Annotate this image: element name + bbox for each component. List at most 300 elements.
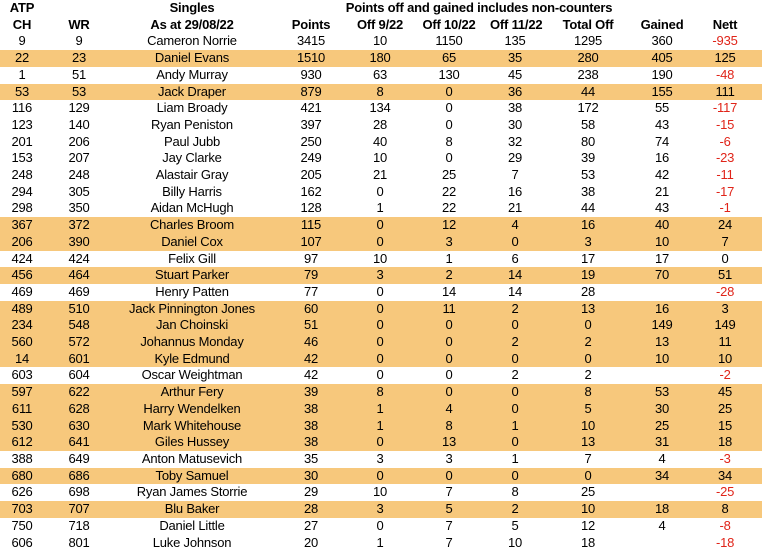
off-10-22-cell: 0 bbox=[408, 334, 490, 351]
off-9-22-cell: 10 bbox=[372, 150, 388, 166]
points-cell: 79 bbox=[270, 267, 352, 284]
player-row bbox=[0, 418, 762, 435]
group-header-row bbox=[0, 0, 762, 17]
nett-cell: -23 bbox=[715, 150, 735, 166]
off-11-22-cell: 45 bbox=[507, 66, 523, 82]
wr-cell: 390 bbox=[44, 234, 114, 251]
player-row bbox=[0, 535, 762, 551]
player-name-cell: Harry Wendelken bbox=[114, 401, 270, 418]
points-cell: 39 bbox=[270, 384, 352, 401]
player-name-cell: Daniel Evans bbox=[114, 50, 270, 67]
player-name-cell: Daniel Cox bbox=[114, 234, 270, 251]
off-10-22-cell: 8 bbox=[445, 133, 453, 149]
player-name-cell: Oscar Weightman bbox=[141, 367, 243, 383]
off-11-22-cell: 1 bbox=[490, 418, 540, 435]
off-11-22-cell: 14 bbox=[490, 267, 540, 284]
points-cell: 42 bbox=[303, 367, 319, 383]
points-cell: 397 bbox=[300, 116, 322, 132]
ch-cell: 611 bbox=[0, 401, 44, 418]
total-off-cell: 5 bbox=[540, 401, 636, 418]
player-name-cell: Liam Broady bbox=[156, 100, 228, 116]
off-9-22-cell: 0 bbox=[352, 468, 408, 485]
total-off-cell: 10 bbox=[540, 418, 636, 435]
total-off-cell: 17 bbox=[580, 250, 596, 266]
total-off-cell: 280 bbox=[540, 50, 636, 67]
off-10-22-cell: 0 bbox=[445, 100, 453, 116]
total-off-cell: 58 bbox=[580, 116, 596, 132]
total-off-cell: 2 bbox=[584, 367, 592, 383]
player-row bbox=[0, 134, 762, 151]
off-9-22-cell: 3 bbox=[352, 267, 408, 284]
off-9-22-cell: 1 bbox=[376, 200, 384, 216]
wr-cell: 698 bbox=[68, 484, 90, 500]
total-off-cell: 28 bbox=[580, 283, 596, 299]
player-row bbox=[0, 468, 762, 485]
player-row bbox=[0, 33, 762, 50]
nett-cell: -6 bbox=[719, 133, 731, 149]
off-10-22-cell: 12 bbox=[408, 217, 490, 234]
nett-cell: -48 bbox=[715, 66, 735, 82]
player-row bbox=[0, 184, 762, 201]
wr-cell: 572 bbox=[44, 334, 114, 351]
off-10-22-cell: 3 bbox=[408, 234, 490, 251]
player-name-cell: Stuart Parker bbox=[114, 267, 270, 284]
off-11-22-cell: 30 bbox=[507, 116, 523, 132]
ch-cell: 153 bbox=[11, 150, 33, 166]
off-9-22-cell: 180 bbox=[352, 50, 408, 67]
off-11-22-cell: 2 bbox=[511, 367, 519, 383]
gained-cell: 74 bbox=[654, 133, 670, 149]
off-9-22-cell: 8 bbox=[352, 384, 408, 401]
off-9-22-cell: 0 bbox=[352, 334, 408, 351]
nett-cell: -17 bbox=[715, 183, 735, 199]
off-11-22-cell: 2 bbox=[490, 501, 540, 518]
ch-cell: 9 bbox=[18, 33, 26, 49]
ch-cell: 469 bbox=[11, 283, 33, 299]
off-10-22-cell: 11 bbox=[408, 301, 490, 318]
off-11-22-cell: 0 bbox=[490, 234, 540, 251]
ch-cell: 456 bbox=[0, 267, 44, 284]
col-header-off-9-22: Off 9/22 bbox=[356, 16, 404, 32]
off-9-22-cell: 21 bbox=[372, 167, 388, 183]
player-name-cell: Jack Draper bbox=[114, 84, 270, 101]
player-row bbox=[0, 301, 762, 318]
player-name-cell: Kyle Edmund bbox=[114, 351, 270, 368]
nett-cell: -1 bbox=[719, 200, 731, 216]
ch-cell: 123 bbox=[11, 116, 33, 132]
off-11-22-cell: 36 bbox=[490, 84, 540, 101]
wr-cell: 53 bbox=[44, 84, 114, 101]
off-10-22-cell: 0 bbox=[408, 84, 490, 101]
off-9-22-cell: 0 bbox=[352, 434, 408, 451]
nett-cell: 51 bbox=[688, 267, 762, 284]
points-cell: 35 bbox=[303, 450, 319, 466]
points-cell: 107 bbox=[270, 234, 352, 251]
player-row bbox=[0, 334, 762, 351]
player-name-cell: Blu Baker bbox=[114, 501, 270, 518]
col-header-wr: WR bbox=[68, 16, 90, 32]
player-name-cell: Jack Pinnington Jones bbox=[114, 301, 270, 318]
total-off-cell: 0 bbox=[540, 351, 636, 368]
gained-cell: 42 bbox=[654, 167, 670, 183]
off-10-22-cell: 1 bbox=[445, 250, 453, 266]
off-11-22-cell: 21 bbox=[507, 200, 523, 216]
gained-cell: 13 bbox=[636, 334, 688, 351]
player-name-cell: Mark Whitehouse bbox=[114, 418, 270, 435]
ch-cell: 294 bbox=[11, 183, 33, 199]
singles-label: Singles bbox=[169, 0, 215, 15]
wr-cell: 649 bbox=[68, 450, 90, 466]
nett-cell: 18 bbox=[688, 434, 762, 451]
total-off-cell: 44 bbox=[580, 200, 596, 216]
total-off-cell: 39 bbox=[580, 150, 596, 166]
off-10-22-cell: 7 bbox=[445, 534, 453, 550]
off-10-22-cell: 0 bbox=[408, 317, 490, 334]
wr-cell: 548 bbox=[44, 317, 114, 334]
off-9-22-cell: 1 bbox=[376, 534, 384, 550]
ch-cell: 1 bbox=[18, 66, 26, 82]
ch-cell: 116 bbox=[11, 100, 33, 116]
ch-cell: 424 bbox=[11, 250, 33, 266]
nett-cell: 0 bbox=[721, 250, 729, 266]
off-10-22-cell: 13 bbox=[408, 434, 490, 451]
player-row bbox=[0, 351, 762, 368]
off-9-22-cell: 8 bbox=[352, 84, 408, 101]
gained-cell: 53 bbox=[636, 384, 688, 401]
nett-cell: 149 bbox=[688, 317, 762, 334]
player-name-cell: Charles Broom bbox=[114, 217, 270, 234]
player-name-cell: Cameron Norrie bbox=[147, 33, 237, 49]
player-name-cell: Johannus Monday bbox=[114, 334, 270, 351]
player-row bbox=[0, 501, 762, 518]
gained-cell: 17 bbox=[654, 250, 670, 266]
nett-cell: -2 bbox=[719, 367, 731, 383]
off-10-22-cell: 1150 bbox=[435, 33, 463, 49]
off-11-22-cell: 32 bbox=[507, 133, 523, 149]
col-header-off-11-22: Off 11/22 bbox=[490, 16, 543, 32]
nett-cell: 15 bbox=[688, 418, 762, 435]
off-10-22-cell: 0 bbox=[408, 384, 490, 401]
player-row bbox=[0, 518, 762, 535]
empty-cell bbox=[688, 0, 762, 17]
col-header-ch: CH bbox=[12, 16, 32, 32]
off-11-22-cell: 0 bbox=[490, 401, 540, 418]
total-off-cell: 16 bbox=[540, 217, 636, 234]
wr-cell: 207 bbox=[68, 150, 90, 166]
empty-cell bbox=[44, 0, 114, 17]
player-row bbox=[0, 484, 762, 501]
ch-cell: 22 bbox=[0, 50, 44, 67]
nett-cell: 3 bbox=[688, 301, 762, 318]
gained-cell: 21 bbox=[654, 183, 670, 199]
player-name-cell: Jay Clarke bbox=[162, 150, 222, 166]
player-name-cell: Arthur Fery bbox=[114, 384, 270, 401]
player-row bbox=[0, 451, 762, 468]
player-name-cell: Ryan James Storrie bbox=[136, 484, 248, 500]
nett-cell: -3 bbox=[719, 450, 731, 466]
gained-cell: 43 bbox=[654, 116, 670, 132]
nett-cell: 45 bbox=[688, 384, 762, 401]
total-off-cell: 25 bbox=[580, 484, 596, 500]
gained-cell: 360 bbox=[651, 33, 673, 49]
points-cell: 250 bbox=[300, 133, 322, 149]
wr-cell: 641 bbox=[44, 434, 114, 451]
ch-cell: 626 bbox=[11, 484, 33, 500]
ch-cell: 388 bbox=[11, 450, 33, 466]
gained-cell: 43 bbox=[654, 200, 670, 216]
total-off-cell: 172 bbox=[577, 100, 599, 116]
player-row bbox=[0, 317, 762, 334]
ch-cell: 530 bbox=[0, 418, 44, 435]
off-11-22-cell: 35 bbox=[490, 50, 540, 67]
points-cell: 128 bbox=[300, 200, 322, 216]
player-row bbox=[0, 217, 762, 234]
off-11-22-cell: 7 bbox=[511, 167, 519, 183]
ch-cell: 367 bbox=[0, 217, 44, 234]
nett-cell: -935 bbox=[712, 33, 738, 49]
wr-cell: 630 bbox=[44, 418, 114, 435]
off-11-22-cell: 14 bbox=[507, 283, 523, 299]
off-9-22-cell: 0 bbox=[376, 517, 384, 533]
off-10-22-cell: 5 bbox=[408, 501, 490, 518]
points-cell: 38 bbox=[270, 434, 352, 451]
off-11-22-cell: 0 bbox=[490, 317, 540, 334]
gained-cell: 16 bbox=[636, 301, 688, 318]
total-off-cell: 7 bbox=[584, 450, 592, 466]
off-10-22-cell: 0 bbox=[408, 468, 490, 485]
wr-cell: 601 bbox=[44, 351, 114, 368]
player-row bbox=[0, 384, 762, 401]
off-11-22-cell: 29 bbox=[507, 150, 523, 166]
player-row bbox=[0, 84, 762, 101]
points-cell: 3415 bbox=[296, 33, 326, 49]
points-cell: 421 bbox=[300, 100, 322, 116]
player-name-cell: Felix Gill bbox=[168, 250, 216, 266]
player-name-cell: Andy Murray bbox=[156, 66, 228, 82]
player-row bbox=[0, 150, 762, 167]
ch-cell: 680 bbox=[0, 468, 44, 485]
off-9-22-cell: 0 bbox=[352, 217, 408, 234]
total-off-cell: 238 bbox=[577, 66, 599, 82]
wr-cell: 305 bbox=[68, 183, 90, 199]
off-10-22-cell: 7 bbox=[445, 484, 453, 500]
wr-cell: 248 bbox=[68, 167, 90, 183]
off-9-22-cell: 0 bbox=[376, 367, 384, 383]
total-off-cell: 3 bbox=[540, 234, 636, 251]
off-11-22-cell: 10 bbox=[507, 534, 523, 550]
gained-cell: 405 bbox=[636, 50, 688, 67]
player-name-cell: Aidan McHugh bbox=[150, 200, 234, 216]
col-header-gained: Gained bbox=[640, 16, 684, 32]
wr-cell: 801 bbox=[68, 534, 90, 550]
ch-cell: 298 bbox=[11, 200, 33, 216]
off-11-22-cell: 4 bbox=[490, 217, 540, 234]
off-10-22-cell: 7 bbox=[445, 517, 453, 533]
off-11-22-cell: 0 bbox=[490, 351, 540, 368]
wr-cell: 718 bbox=[68, 517, 90, 533]
off-10-22-cell: 0 bbox=[445, 367, 453, 383]
nett-cell: 25 bbox=[688, 401, 762, 418]
wr-cell: 424 bbox=[68, 250, 90, 266]
off-10-22-cell: 2 bbox=[408, 267, 490, 284]
gained-cell: 10 bbox=[636, 234, 688, 251]
col-header-nett: Nett bbox=[712, 16, 738, 32]
off-11-22-cell: 0 bbox=[490, 434, 540, 451]
points-cell: 30 bbox=[270, 468, 352, 485]
points-cell: 930 bbox=[300, 66, 322, 82]
player-row bbox=[0, 117, 762, 134]
points-cell: 879 bbox=[270, 84, 352, 101]
gained-cell: 40 bbox=[636, 217, 688, 234]
wr-cell: 622 bbox=[44, 384, 114, 401]
wr-cell: 464 bbox=[44, 267, 114, 284]
off-10-22-cell: 8 bbox=[408, 418, 490, 435]
gained-cell: 155 bbox=[636, 84, 688, 101]
wr-cell: 51 bbox=[71, 66, 87, 82]
nett-cell: 125 bbox=[688, 50, 762, 67]
off-9-22-cell: 63 bbox=[372, 66, 388, 82]
wr-cell: 469 bbox=[68, 283, 90, 299]
nett-cell: 8 bbox=[688, 501, 762, 518]
off-10-22-cell: 0 bbox=[445, 150, 453, 166]
ch-cell: 603 bbox=[11, 367, 33, 383]
total-off-cell: 12 bbox=[580, 517, 596, 533]
player-name-cell: Giles Hussey bbox=[114, 434, 270, 451]
ch-cell: 248 bbox=[11, 167, 33, 183]
off-10-22-cell: 22 bbox=[441, 200, 457, 216]
points-cell: 27 bbox=[303, 517, 319, 533]
player-row bbox=[0, 367, 762, 384]
ch-cell: 750 bbox=[11, 517, 33, 533]
off-11-22-cell: 5 bbox=[511, 517, 519, 533]
nett-cell: 10 bbox=[688, 351, 762, 368]
off-10-22-cell: 4 bbox=[408, 401, 490, 418]
off-11-22-cell: 0 bbox=[490, 468, 540, 485]
non-counters-note: Points off and gained includes non-counters bbox=[345, 0, 613, 15]
points-cell: 46 bbox=[270, 334, 352, 351]
points-cell: 97 bbox=[303, 250, 319, 266]
wr-cell: 9 bbox=[75, 33, 83, 49]
points-cell: 38 bbox=[270, 418, 352, 435]
total-off-cell: 8 bbox=[540, 384, 636, 401]
gained-cell: 30 bbox=[636, 401, 688, 418]
points-cell: 51 bbox=[270, 317, 352, 334]
player-row bbox=[0, 200, 762, 217]
off-10-22-cell: 0 bbox=[445, 116, 453, 132]
gained-cell: 70 bbox=[636, 267, 688, 284]
gained-cell bbox=[636, 484, 688, 501]
gained-cell: 10 bbox=[636, 351, 688, 368]
ch-cell: 560 bbox=[0, 334, 44, 351]
player-name-cell: Billy Harris bbox=[162, 183, 222, 199]
points-cell: 29 bbox=[303, 484, 319, 500]
wr-cell: 372 bbox=[44, 217, 114, 234]
gained-cell: 190 bbox=[651, 66, 673, 82]
player-row bbox=[0, 67, 762, 84]
player-row bbox=[0, 50, 762, 67]
ch-cell: 53 bbox=[0, 84, 44, 101]
wr-cell: 707 bbox=[44, 501, 114, 518]
off-9-22-cell: 3 bbox=[352, 501, 408, 518]
wr-cell: 140 bbox=[68, 116, 90, 132]
player-row bbox=[0, 284, 762, 301]
player-name-cell: Toby Samuel bbox=[114, 468, 270, 485]
off-11-22-cell: 16 bbox=[507, 183, 523, 199]
nett-cell: -8 bbox=[719, 517, 731, 533]
atp-label: ATP bbox=[9, 0, 35, 15]
off-11-22-cell: 0 bbox=[490, 384, 540, 401]
off-10-22-cell: 14 bbox=[441, 283, 457, 299]
off-9-22-cell: 3 bbox=[376, 450, 384, 466]
off-11-22-cell: 2 bbox=[490, 301, 540, 318]
player-name-cell: Paul Jubb bbox=[163, 133, 221, 149]
off-10-22-cell: 0 bbox=[408, 351, 490, 368]
wr-cell: 628 bbox=[44, 401, 114, 418]
col-header-as-at: As at 29/08/22 bbox=[150, 16, 234, 32]
off-9-22-cell: 0 bbox=[352, 317, 408, 334]
off-9-22-cell: 10 bbox=[372, 250, 388, 266]
points-cell: 20 bbox=[303, 534, 319, 550]
ch-cell: 201 bbox=[11, 133, 33, 149]
gained-cell: 34 bbox=[636, 468, 688, 485]
off-9-22-cell: 10 bbox=[372, 33, 388, 49]
player-name-cell: Ryan Peniston bbox=[151, 116, 233, 132]
points-cell: 249 bbox=[300, 150, 322, 166]
off-9-22-cell: 10 bbox=[372, 484, 388, 500]
nett-cell: -117 bbox=[712, 100, 738, 116]
player-name-cell: Alastair Gray bbox=[155, 167, 229, 183]
off-9-22-cell: 28 bbox=[372, 116, 388, 132]
gained-cell: 25 bbox=[636, 418, 688, 435]
ch-cell: 14 bbox=[0, 351, 44, 368]
gained-cell: 16 bbox=[654, 150, 670, 166]
wr-cell: 23 bbox=[44, 50, 114, 67]
wr-cell: 129 bbox=[68, 100, 90, 116]
total-off-cell: 18 bbox=[580, 534, 596, 550]
points-cell: 60 bbox=[270, 301, 352, 318]
points-cell: 205 bbox=[300, 167, 322, 183]
points-cell: 42 bbox=[270, 351, 352, 368]
off-9-22-cell: 40 bbox=[372, 133, 388, 149]
total-off-cell: 0 bbox=[540, 317, 636, 334]
player-row bbox=[0, 234, 762, 251]
off-9-22-cell: 0 bbox=[376, 283, 384, 299]
player-name-cell: Anton Matusevich bbox=[141, 450, 243, 466]
gained-cell bbox=[636, 535, 688, 551]
off-9-22-cell: 1 bbox=[352, 401, 408, 418]
total-off-cell: 13 bbox=[540, 301, 636, 318]
column-header-row bbox=[0, 17, 762, 34]
off-11-22-cell: 38 bbox=[507, 100, 523, 116]
player-name-cell: Luke Johnson bbox=[152, 534, 232, 550]
player-row bbox=[0, 100, 762, 117]
nett-cell: 11 bbox=[688, 334, 762, 351]
gained-cell: 18 bbox=[636, 501, 688, 518]
points-cell: 77 bbox=[303, 283, 319, 299]
nett-cell: 111 bbox=[688, 84, 762, 101]
ch-cell: 489 bbox=[0, 301, 44, 318]
total-off-cell: 80 bbox=[580, 133, 596, 149]
off-10-22-cell: 22 bbox=[441, 183, 457, 199]
off-9-22-cell: 1 bbox=[352, 418, 408, 435]
wr-cell: 510 bbox=[44, 301, 114, 318]
player-name-cell: Jan Choinski bbox=[114, 317, 270, 334]
nett-cell: -15 bbox=[715, 116, 735, 132]
col-header-off-10-22: Off 10/22 bbox=[422, 16, 476, 32]
col-header-total-off: Total Off bbox=[562, 16, 614, 32]
off-10-22-cell: 25 bbox=[441, 167, 457, 183]
off-9-22-cell: 134 bbox=[369, 100, 391, 116]
